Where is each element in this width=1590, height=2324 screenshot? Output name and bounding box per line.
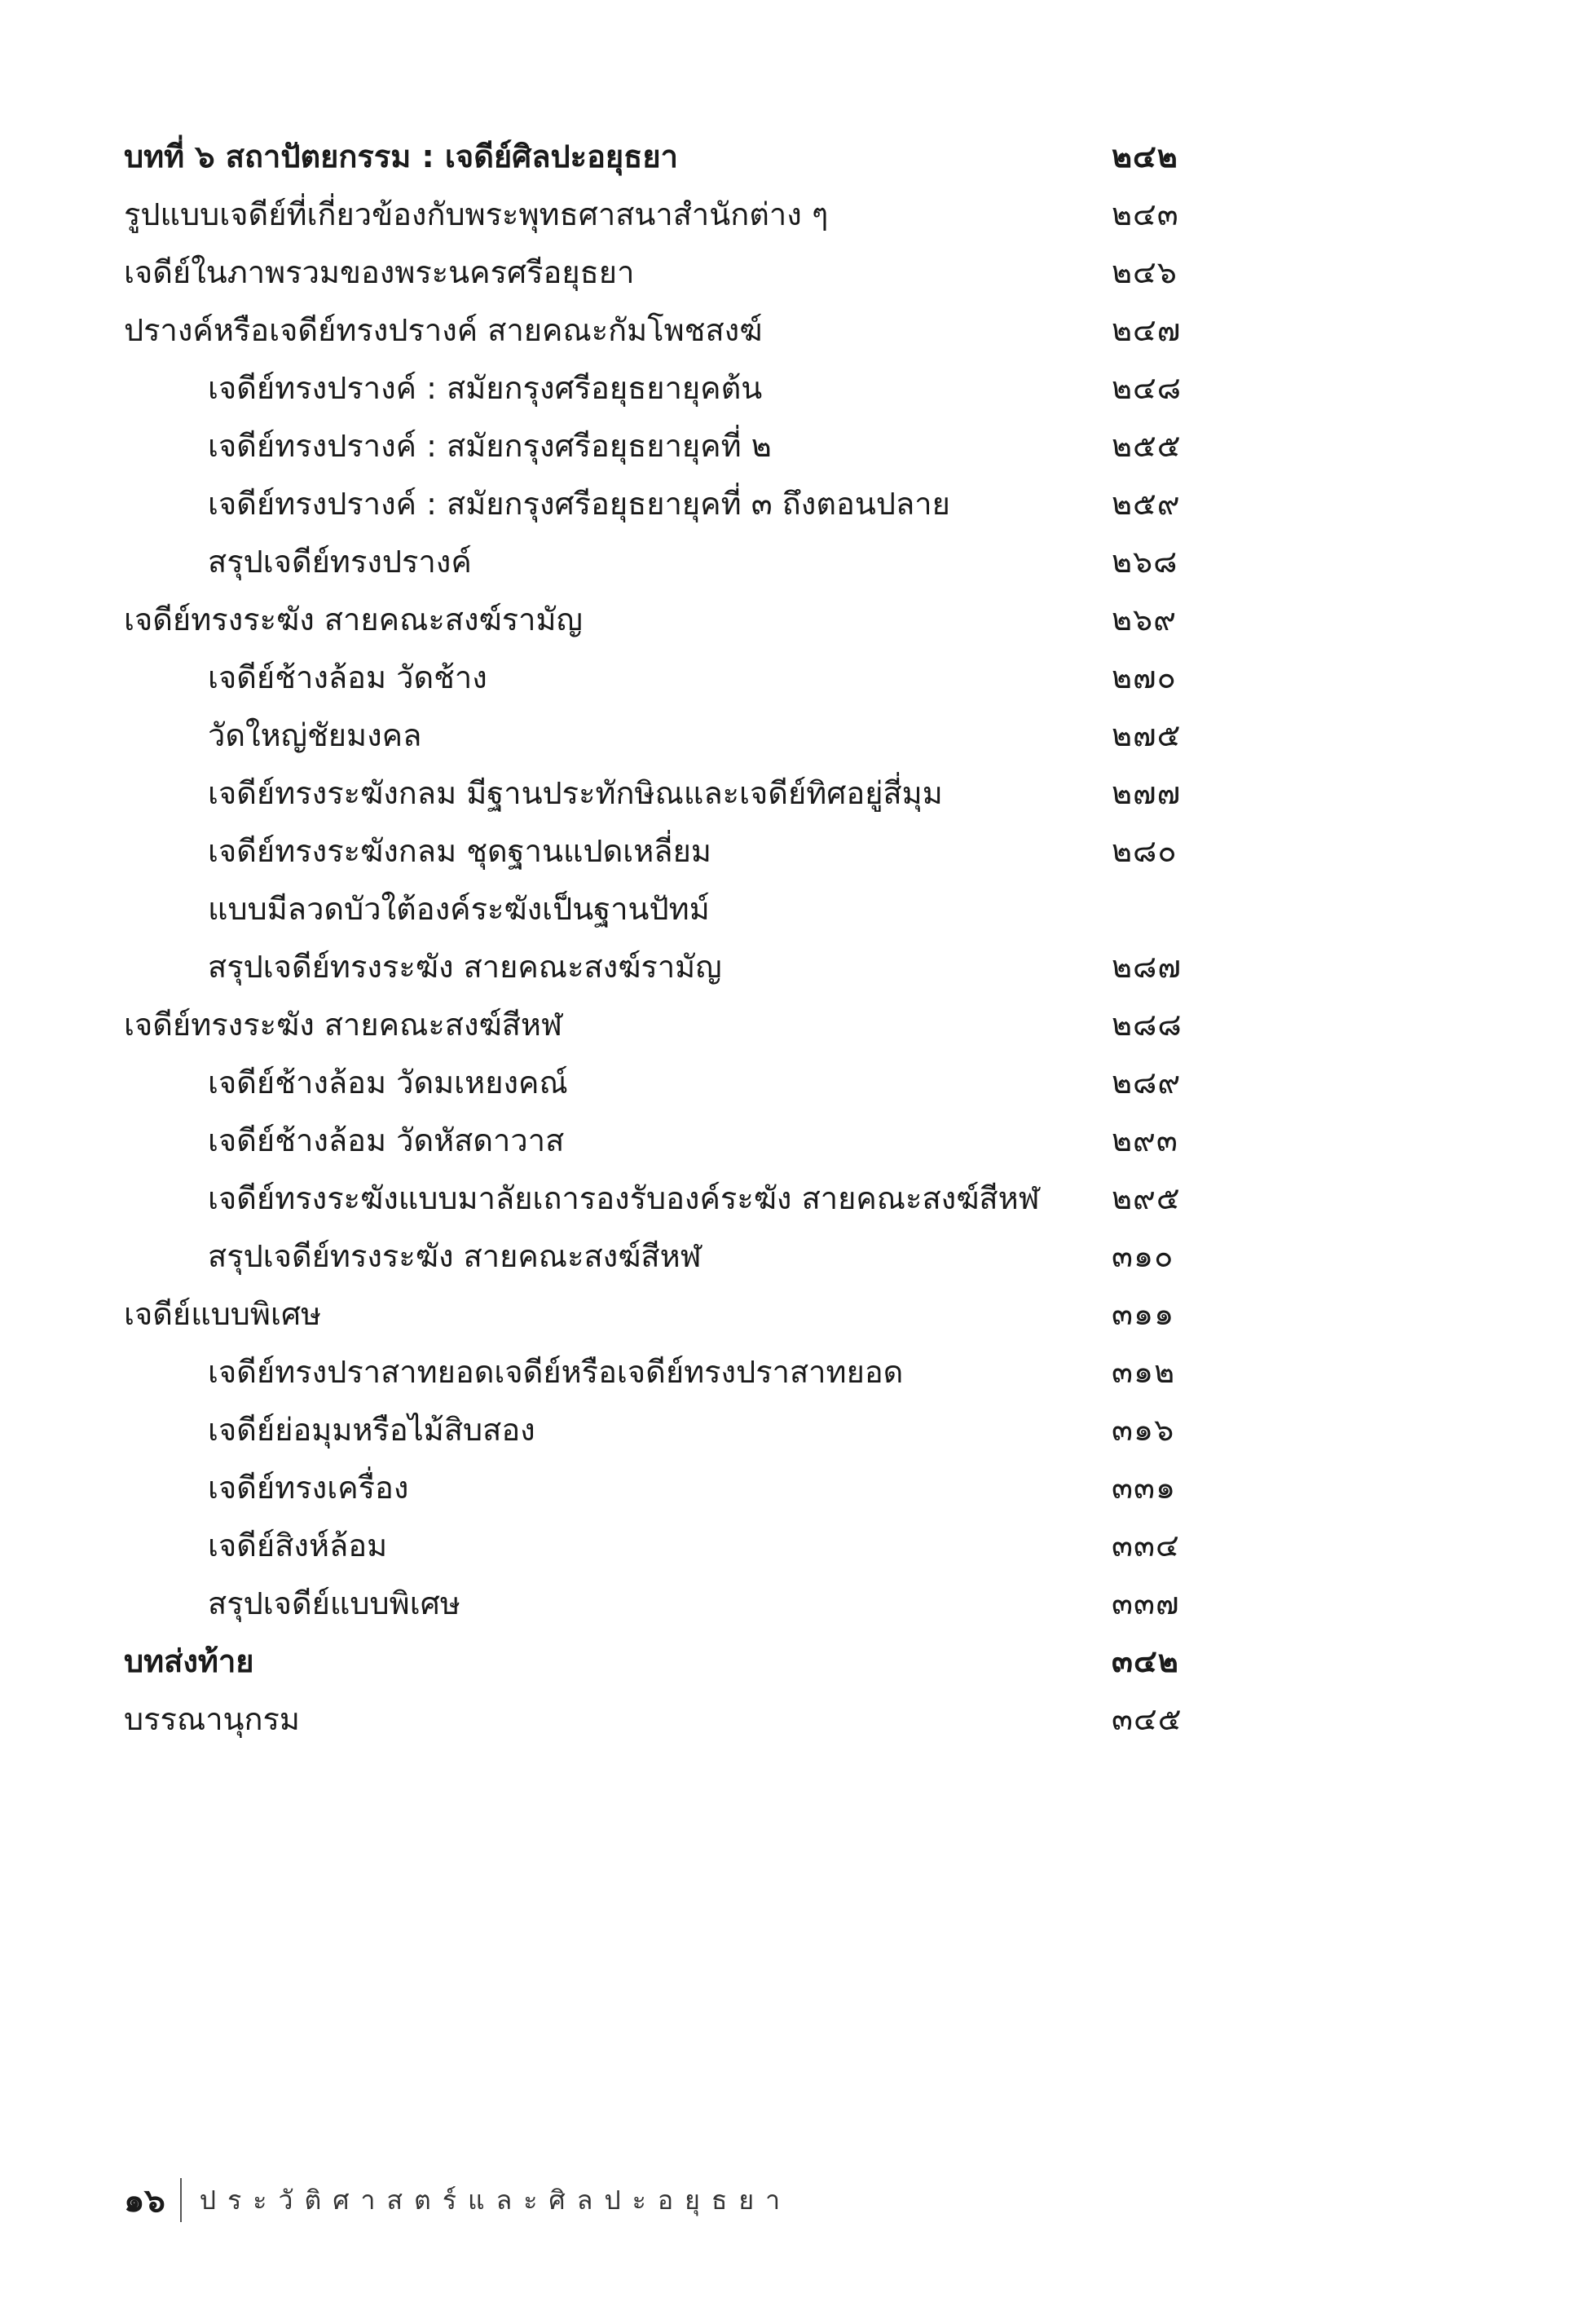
toc-entry-page: ๒๔๖ — [1112, 254, 1178, 290]
toc-entry-page: ๓๓๗ — [1112, 1585, 1180, 1621]
toc-entry-title: เจดีย์ทรงระฆังกลม มีฐานประทักษิณและเจดีย์ทิศอยู่สี่มุม — [208, 774, 943, 811]
toc-entry — [124, 301, 1183, 359]
toc-entry-title: แบบมีลวดบัวใต้องค์ระฆังเป็นฐานปัทม์ — [208, 890, 710, 927]
toc-entry — [124, 127, 1183, 185]
toc-entry — [124, 764, 1183, 822]
toc-entry-title: ปรางค์หรือเจดีย์ทรงปรางค์ สายคณะกัมโพชสงฆ์ — [124, 311, 763, 348]
toc-entry — [124, 590, 1183, 648]
toc-entry — [124, 880, 1183, 937]
page-footer — [124, 2172, 791, 2229]
toc-entry — [124, 185, 1183, 243]
toc-entry-title: เจดีย์ย่อมุมหรือไม้สิบสอง — [208, 1411, 535, 1448]
toc-entry-page: ๒๘๙ — [1112, 1064, 1182, 1100]
toc-entry — [124, 243, 1183, 301]
toc-entry-page: ๒๘๐ — [1112, 832, 1178, 869]
toc-entry-page: ๒๙๓ — [1112, 1122, 1178, 1158]
footer-divider — [180, 2178, 182, 2222]
toc-entry-title: เจดีย์ทรงระฆัง สายคณะสงฆ์รามัญ — [124, 601, 583, 637]
toc-entry — [124, 1458, 1183, 1516]
toc-entry-page: ๒๕๕ — [1112, 427, 1182, 464]
toc-entry-title: บรรณานุกรม — [124, 1700, 300, 1737]
toc-entry-page: ๓๑๐ — [1112, 1237, 1174, 1274]
toc-entry — [124, 532, 1183, 590]
toc-entry — [124, 474, 1183, 532]
toc-entry-title: สรุปเจดีย์แบบพิเศษ — [208, 1585, 460, 1621]
toc-entry — [124, 706, 1183, 764]
toc-entry — [124, 1169, 1183, 1227]
toc-entry-title: เจดีย์ช้างล้อม วัดหัสดาวาส — [208, 1122, 565, 1158]
toc-entry-page: ๓๔๕ — [1112, 1700, 1183, 1737]
toc-entry-title: เจดีย์ช้างล้อม วัดช้าง — [208, 659, 487, 695]
toc-entry-title: เจดีย์ทรงเครื่อง — [208, 1469, 409, 1506]
toc-entry — [124, 1053, 1183, 1111]
toc-entry-title: รูปแบบเจดีย์ที่เกี่ยวข้องกับพระพุทธศาสนาสำนักต่าง ๆ — [124, 196, 829, 232]
toc-entry-page: ๒๖๙ — [1112, 601, 1178, 637]
toc-entry — [124, 995, 1183, 1053]
toc-entry-page: ๓๓๑ — [1112, 1469, 1177, 1506]
toc-entry-page: ๒๘๗ — [1112, 948, 1182, 985]
toc-entry — [124, 1343, 1183, 1400]
toc-entry-title: เจดีย์ทรงระฆังแบบมาลัยเถารองรับองค์ระฆัง สายคณะสงฆ์สีหฬ — [208, 1180, 1040, 1216]
toc-entry-title: เจดีย์ทรงระฆังกลม ชุดฐานแปดเหลี่ยม — [208, 832, 711, 869]
toc-entry-page: ๓๑๑ — [1112, 1295, 1175, 1332]
toc-entry-title: สรุปเจดีย์ทรงระฆัง สายคณะสงฆ์รามัญ — [208, 948, 722, 985]
toc-entry-title: เจดีย์ทรงปราสาทยอดเจดีย์หรือเจดีย์ทรงปราสาทยอด — [208, 1353, 904, 1390]
footer-page-number: ๑๖ — [124, 2182, 165, 2220]
toc-entry-title: วัดใหญ่ชัยมงคล — [208, 717, 422, 753]
toc-entry — [124, 822, 1183, 880]
toc-entry-title: สรุปเจดีย์ทรงระฆัง สายคณะสงฆ์สีหฬ — [208, 1237, 702, 1274]
toc-entry-title: เจดีย์ทรงปรางค์ : สมัยกรุงศรีอยุธยายุคต้น — [208, 369, 763, 406]
toc-entry — [124, 937, 1183, 995]
toc-entry-page: ๓๑๖ — [1112, 1411, 1175, 1448]
toc-entry — [124, 1111, 1183, 1169]
footer-book-title: ประวัติศาสตร์และศิลปะอยุธยา — [199, 2184, 792, 2216]
toc-entry — [124, 1574, 1183, 1632]
toc-entry-title: เจดีย์สิงห์ล้อม — [208, 1527, 388, 1563]
toc-entry-page: ๒๗๕ — [1112, 717, 1182, 753]
toc-entry-page: ๓๓๔ — [1112, 1527, 1180, 1563]
toc-entry-title: เจดีย์ในภาพรวมของพระนครศรีอยุธยา — [124, 254, 635, 290]
toc-entry-title: เจดีย์ทรงปรางค์ : สมัยกรุงศรีอยุธยายุคที่ ๒ — [208, 427, 772, 464]
toc-entry — [124, 1227, 1183, 1285]
toc-entry-title: บทที่ ๖ สถาปัตยกรรม : เจดีย์ศิลปะอยุธยา — [124, 138, 678, 174]
toc-entry-page: ๒๘๘ — [1112, 1006, 1183, 1043]
toc-entry-page: ๒๔๗ — [1112, 311, 1182, 348]
toc-entry-page: ๒๗๐ — [1112, 659, 1177, 695]
toc-entry — [124, 1400, 1183, 1458]
toc-entry — [124, 1632, 1183, 1690]
toc-entry-page: ๒๔๓ — [1112, 196, 1179, 232]
toc-entry-page: ๒๖๘ — [1112, 543, 1178, 580]
toc-entry — [124, 1516, 1183, 1574]
toc-entry — [124, 417, 1183, 474]
toc-entry-page: ๓๔๒ — [1112, 1643, 1179, 1679]
toc-entry-title: บทส่งท้าย — [124, 1643, 254, 1679]
toc-entry-title: เจดีย์ช้างล้อม วัดมเหยงคณ์ — [208, 1064, 568, 1100]
toc-entry-page: ๒๗๗ — [1112, 774, 1182, 811]
toc-entry-page: ๒๔๘ — [1112, 369, 1183, 406]
table-of-contents — [124, 127, 1183, 1748]
toc-entry-page: ๒๙๕ — [1112, 1180, 1181, 1216]
toc-entry-title: เจดีย์ทรงระฆัง สายคณะสงฆ์สีหฬ — [124, 1006, 562, 1043]
toc-entry-page: ๒๔๒ — [1112, 138, 1178, 174]
toc-entry — [124, 1285, 1183, 1343]
toc-entry-title: สรุปเจดีย์ทรงปรางค์ — [208, 543, 472, 580]
toc-entry — [124, 1690, 1183, 1748]
toc-entry-page: ๒๕๙ — [1112, 485, 1181, 522]
toc-entry-page: ๓๑๒ — [1112, 1353, 1176, 1390]
toc-entry-title: เจดีย์ทรงปรางค์ : สมัยกรุงศรีอยุธยายุคที่ ๓ ถึงตอนปลาย — [208, 485, 950, 522]
toc-entry-title: เจดีย์แบบพิเศษ — [124, 1295, 322, 1332]
toc-entry — [124, 648, 1183, 706]
toc-entry — [124, 359, 1183, 417]
